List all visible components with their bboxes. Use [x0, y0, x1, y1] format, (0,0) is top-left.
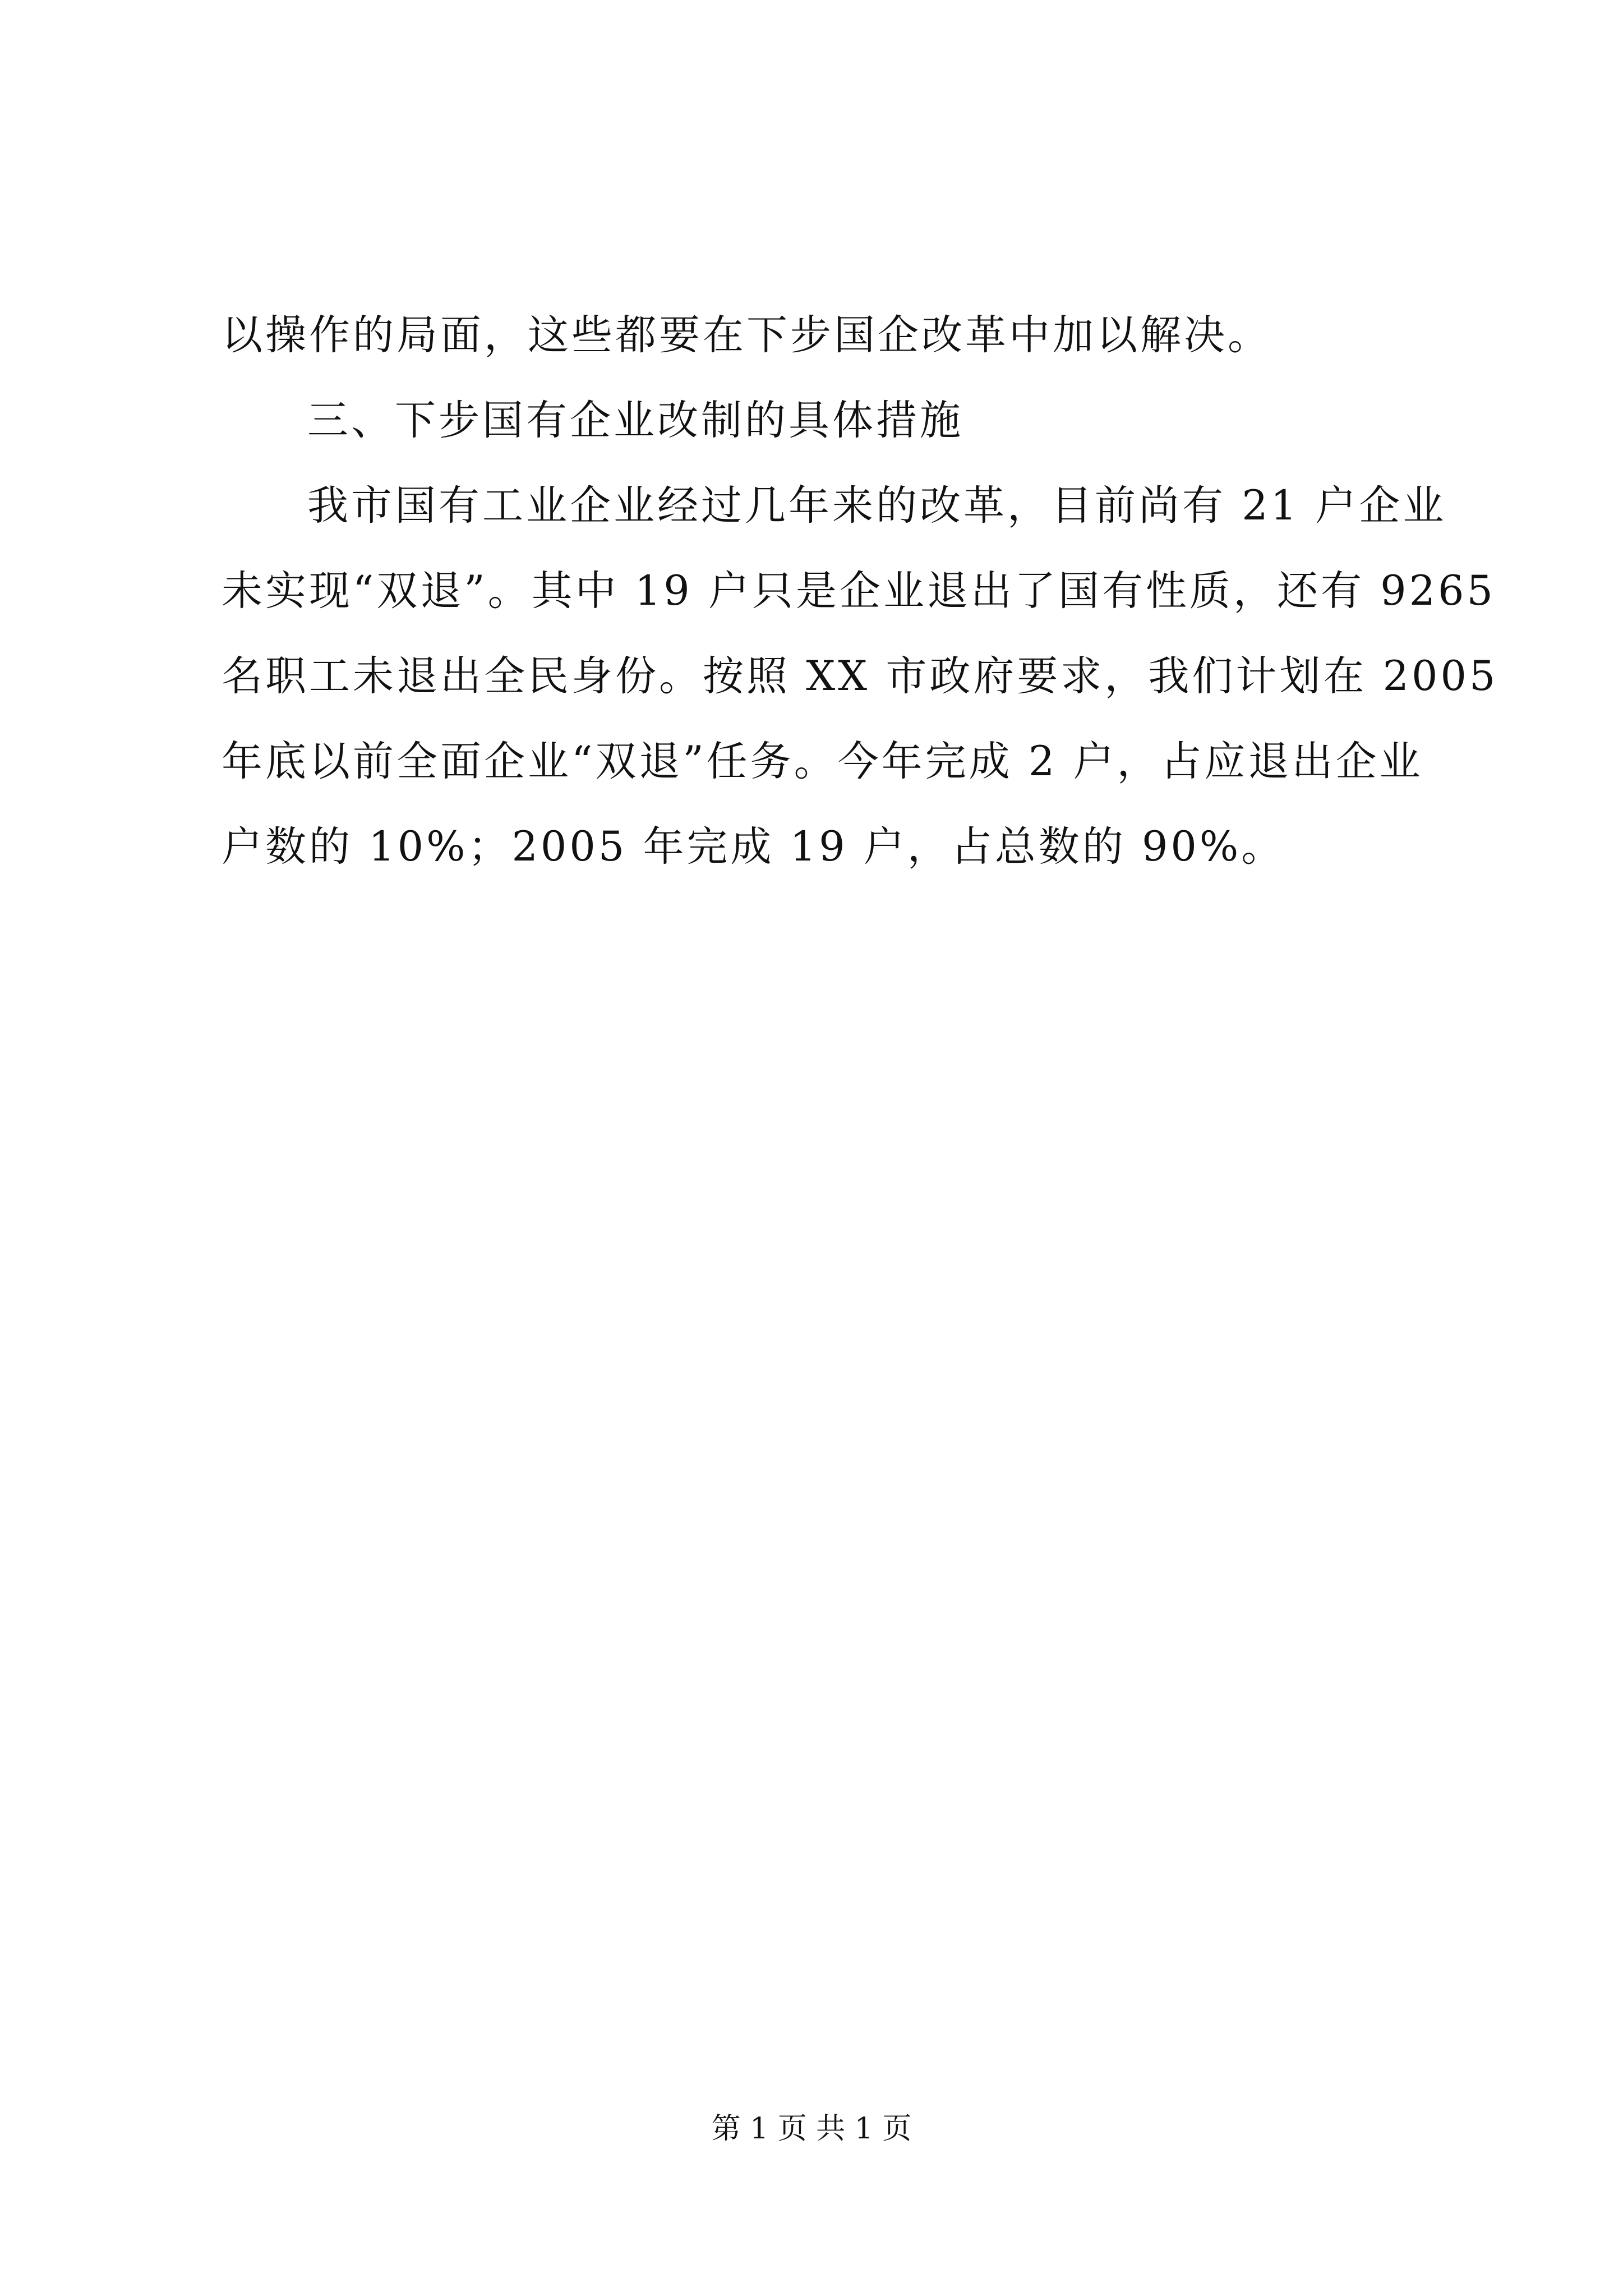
paragraph-line: 未实现“双退”。其中 19 户只是企业退出了国有性质，还有 9265	[222, 567, 1496, 615]
paragraph-line-continuation: 以操作的局面，这些都要在下步国企改革中加以解决。	[222, 311, 1271, 359]
paragraph-line: 名职工未退出全民身份。按照 XX 市政府要求，我们计划在 2005	[222, 652, 1498, 700]
paragraph-line: 户数的 10%；2005 年完成 19 户，占总数的 90%。	[222, 823, 1285, 871]
paragraph-line: 我市国有工业企业经过几年来的改革，目前尚有 21 户企业	[307, 482, 1447, 530]
page-footer: 第 1 页 共 1 页	[711, 2112, 912, 2146]
paragraph-line: 年底以前全面企业“双退”任务。今年完成 2 户，占应退出企业	[222, 738, 1423, 785]
section-heading: 三、下步国有企业改制的具体措施	[307, 397, 963, 444]
